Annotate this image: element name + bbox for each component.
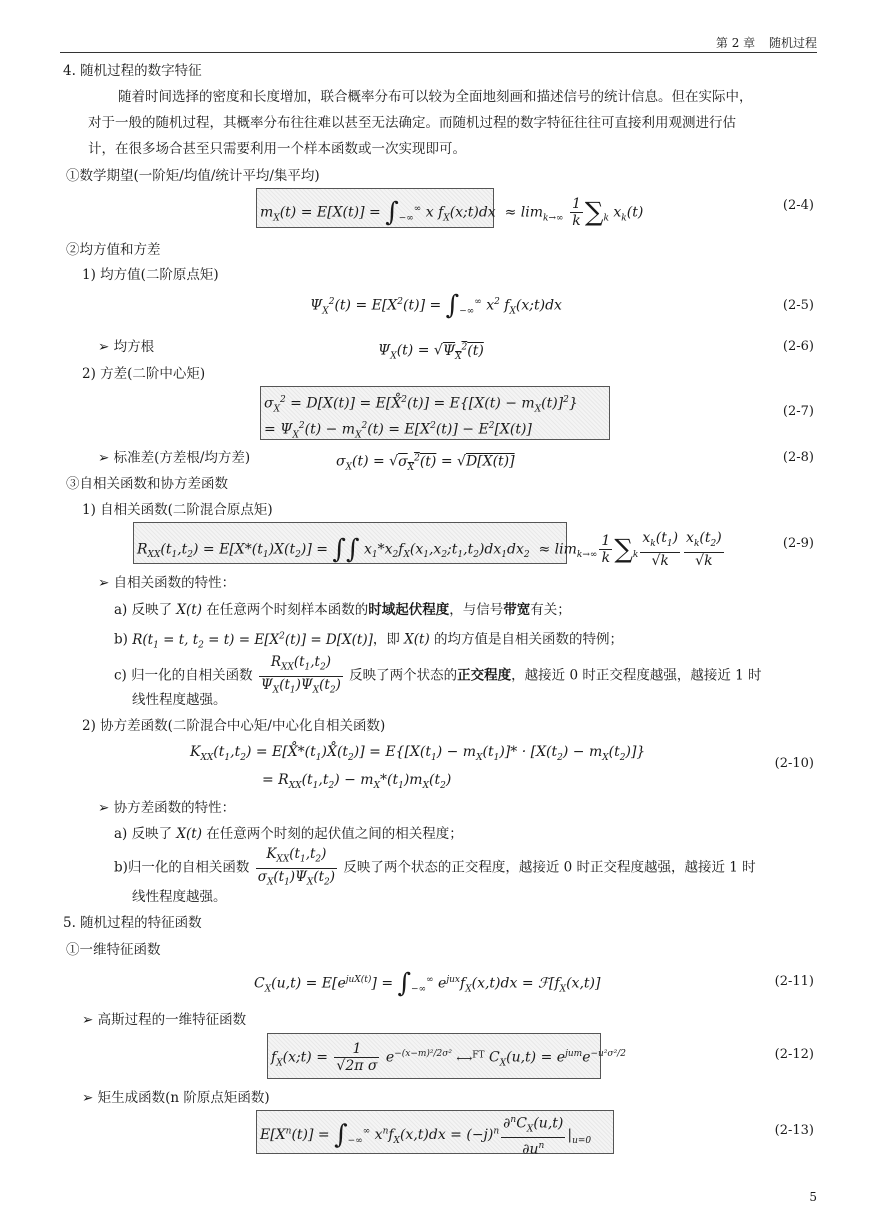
- cov-prop-a: a) 反映了 X(t) 在任意两个时刻的起伏值之间的相关程度；: [114, 826, 463, 842]
- eq-number: (2-11): [774, 974, 814, 989]
- eq-number: (2-4): [782, 198, 814, 213]
- equation-2-11: $C_X(u,t) = E[e^{juX(t)}] = \int_{-\infty}^\infty$ $e^{jux}f_X(x,t)dx$ = $ℱ[f_X(x,t)]$: [254, 968, 601, 999]
- item-mgf: ➢ 矩生成函数(n 阶原点矩函数): [82, 1090, 270, 1106]
- autocorr-prop-c-cont: 线性程度越强。: [132, 692, 227, 708]
- equation-2-6: $\Psi_X(t) = √\Psi_X^2(t)$: [378, 342, 484, 362]
- section-4-heading: 4. 随机过程的数字特征: [63, 63, 202, 79]
- text: c) 归一化的自相关函数: [114, 667, 253, 684]
- text: b)归一化的自相关函数: [114, 859, 250, 876]
- chapter-title: 随机过程: [768, 36, 817, 50]
- equation-2-4: $m_X(t) = E[X(t)] = \int_{-\infty}^\infty$ x $f_X(x;t)dx \approx \lim_{k\to\infty}$ $\frac{1}{k}$ $\sum_k$ $x_k(t)$: [260, 196, 644, 229]
- para-line-2: 对于一般的随机过程，其概率分布往往难以甚至无法确定。而随机过程的数字特征往往可直接利用观测进行估: [88, 115, 736, 131]
- eq-number: (2-6): [782, 339, 814, 354]
- eq-number: (2-7): [782, 404, 814, 419]
- text: 反映了两个状态的: [349, 667, 458, 684]
- text: ，即: [372, 631, 400, 648]
- text: 在任意两个时刻的起伏值之间的相关程度；: [206, 826, 463, 842]
- item-covariance: 2) 协方差函数(二阶混合中心矩/中心化自相关函数): [82, 718, 386, 734]
- equation-2-7-line1: $\sigma_X^2 = D[X(t)]$ = E[X̊$^2$(t)] = $E\{[X(t) - m_X(t)]^2\}$: [264, 395, 578, 415]
- item-autocorr: 1) 自相关函数(二阶混合原点矩): [82, 502, 273, 518]
- autocorr-prop-a: a) 反映了 X(t) 在任意两个时刻样本函数的时域起伏程度，与信号带宽有关；: [114, 602, 571, 618]
- item-meansquare-variance: ②均方值和方差: [66, 242, 161, 258]
- cov-prop-b: b)归一化的自相关函数 $\frac{K_{XX}(t_1,t_2)}{\sigma_X(t_1)\Psi_X(t_2)}$ 反映了两个状态的正交程度，越接近 0 时正交程度越强，越接近 1 时: [114, 846, 756, 888]
- equation-2-10-line1: $K_{XX}(t_1,t_2)$ = $E[X̊*(t_1)X̊(t_2)] = E\{[X(t_1) - m_X(t_1)]* \cdot [X(t_2) - m_X(t_2)]\}$: [190, 744, 646, 763]
- item-1d-charfunc: ①一维特征函数: [66, 942, 161, 958]
- page-header: [60, 34, 817, 53]
- page-number: 5: [809, 1190, 817, 1204]
- eq-number: (2-13): [774, 1123, 814, 1138]
- autocorr-prop-b: b) $R(t_1 = t$, $t_2 = t) = E[X^2(t)] = D[X(t)]$，即 X(t) 的均方值是自相关函数的特例；: [114, 631, 624, 651]
- eq-number: (2-5): [782, 298, 814, 313]
- text-bold: 正交程度: [457, 667, 512, 684]
- eq-number: (2-10): [774, 756, 814, 771]
- equation-2-12: $f_X(x;t)$ = $\frac{1}{\text{√2π σ}}$ $e^{-(x-m)^2/2\sigma^2}$ ⟷$^{FT}$ $C_X(u,t) = e^{jum}e^{-u^2\sigma^2/2}$: [271, 1041, 626, 1075]
- equation-2-5: $\Psi_X^2(t) = E[X^2(t)] = \int_{-\infty}^\infty$ $x^2$ $f_X(x;t)dx$: [310, 290, 562, 321]
- item-variance: 2) 方差(二阶中心矩): [82, 366, 206, 382]
- text: ，与信号: [449, 602, 504, 618]
- text: 反映了两个状态的正交程度，越接近 0 时正交程度越强，越接近 1 时: [343, 859, 756, 876]
- text: 的均方值是自相关函数的特例；: [434, 631, 624, 648]
- cov-prop-b-cont: 线性程度越强。: [132, 889, 227, 905]
- chapter-label: 第 2 章: [715, 36, 756, 50]
- equation-2-13: $E[X^n(t)] = \int_{-\infty}^\infty$ $x^nf_X(x,t)dx = (-j)^n$ $\frac{\partial^nC_X(u,t)}{\partial u^n}$ $|_{u=0}$: [260, 1112, 591, 1159]
- para-line-3: 计，在很多场合甚至只需要利用一个样本函数或一次实现即可。: [88, 141, 466, 157]
- text: ，越接近 0 时正交程度越强，越接近 1 时: [511, 667, 762, 684]
- item-meansquare: 1) 均方值(二阶原点矩): [82, 267, 219, 283]
- eq-number: (2-12): [774, 1047, 814, 1062]
- item-cov-props: ➢ 协方差函数的特性：: [98, 800, 236, 816]
- eq-number: (2-8): [782, 450, 814, 465]
- equation-2-7-line2: = $\Psi_X^2(t) - m_X^2(t) = E[X^2(t)] - E^2[X(t)]$: [264, 421, 532, 441]
- eq-number: (2-9): [782, 536, 814, 551]
- text: 在任意两个时刻样本函数的: [206, 602, 369, 618]
- text: a) 反映了: [114, 602, 173, 618]
- equation-2-10-line2: = $R_{XX}(t_1,t_2) - m_X*(t_1)m_X(t_2)$: [262, 772, 452, 791]
- item-expectation: ①数学期望(一阶矩/均值/统计平均/集平均): [66, 168, 320, 184]
- section-5-heading: 5. 随机过程的特征函数: [63, 915, 202, 931]
- text: 有关；: [530, 602, 571, 618]
- item-std: ➢ 标准差(方差根/均方差): [98, 450, 251, 466]
- equation-2-8: $\sigma_X(t) = √\sigma_X^2(t) = √D[X(t)]$: [336, 453, 515, 473]
- text-bold: 时域起伏程度: [368, 602, 450, 618]
- text-bold: 带宽: [503, 602, 531, 618]
- para-line-1: 随着时间选择的密度和长度增加，联合概率分布可以较为全面地刻画和描述信号的统计信息。但在实际中，: [118, 89, 753, 105]
- item-autocorr-cov: ③自相关函数和协方差函数: [66, 476, 228, 492]
- item-autocorr-props: ➢ 自相关函数的特性：: [98, 575, 236, 591]
- item-gaussian-charfunc: ➢ 高斯过程的一维特征函数: [82, 1012, 247, 1028]
- text: a) 反映了: [114, 826, 173, 842]
- autocorr-prop-c: c) 归一化的自相关函数 $\frac{R_{XX}(t_1,t_2)}{\Psi_X(t_1)\Psi_X(t_2)}$ 反映了两个状态的正交程度，越接近 0 时正交程度越强，越接近 1 时: [114, 654, 762, 696]
- item-rms: ➢ 均方根: [98, 339, 155, 355]
- equation-2-9: $R_{XX}(t_1,t_2) = E[X*(t_1)X(t_2)]$ = ∫∫ $x_1*x_2f_X(x_1,x_2;t_1,t_2)dx_1dx_2 \approx \lim_{k\to\infty}$ $\frac{1}{k}$ $\sum_k$ $\frac{x_k(t_1)}{√k}$ $\frac{x_k(t_2)}{√k}$: [137, 530, 722, 569]
